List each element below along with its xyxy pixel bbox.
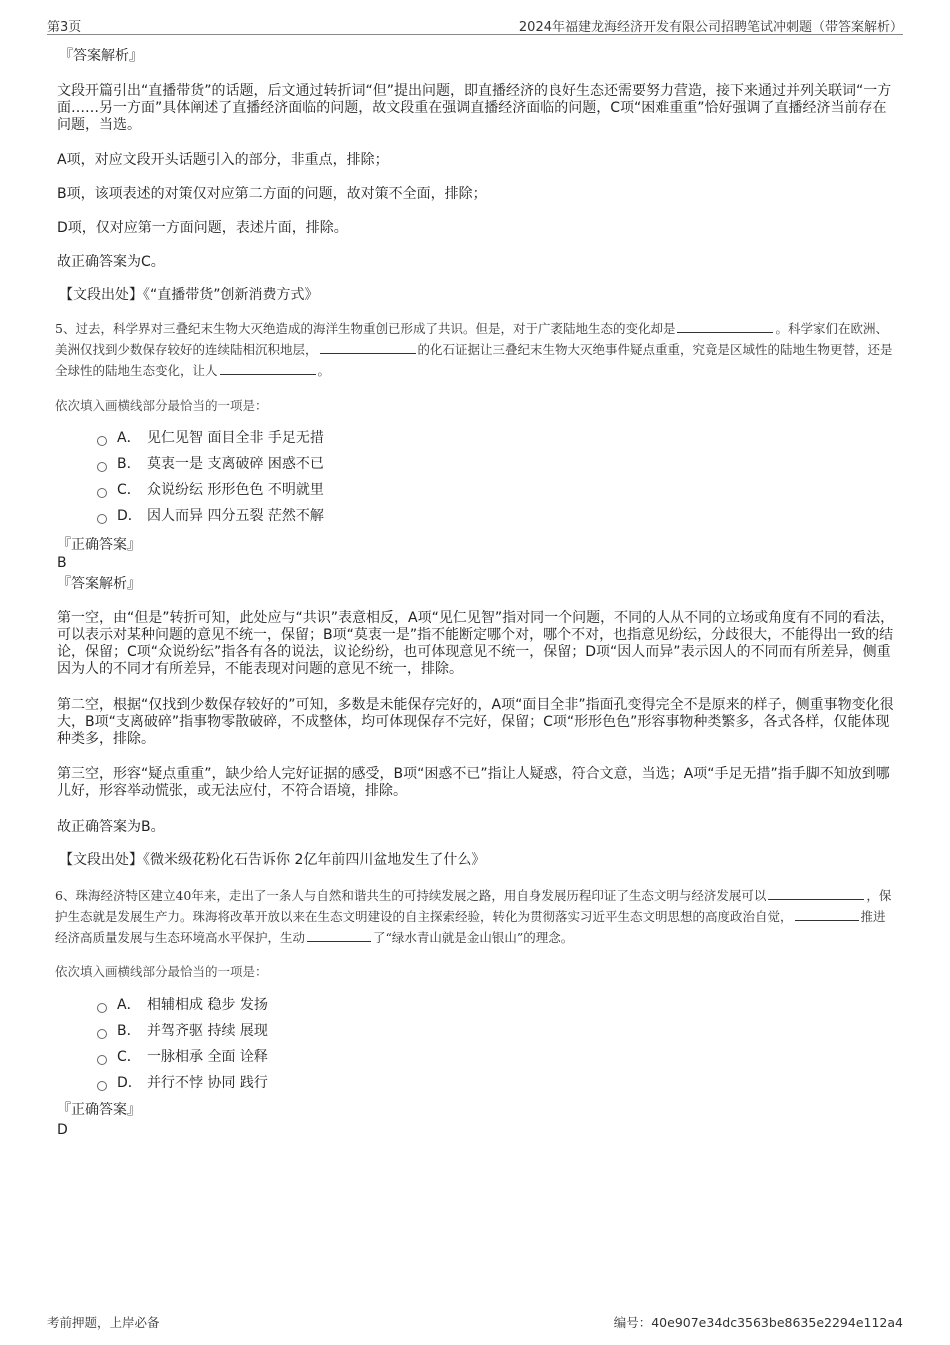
q5-blank-1 [677,320,773,333]
page-footer [47,1313,903,1331]
q4-source: 【文段出处】《“直播带货”创新消费方式》 [59,287,319,303]
radio-icon[interactable] [97,1055,107,1065]
page-header [47,14,903,35]
radio-icon[interactable] [97,1029,107,1039]
page-number: 第3页 [47,20,82,35]
q5-option-b[interactable]: B． 莫衷一是 支离破碎 困惑不已 [97,451,324,477]
q6-answer-tag: 『正确答案』 [57,1102,141,1118]
q6-option-b[interactable]: B． 并驾齐驱 持续 展现 [97,1018,268,1044]
document-code: 编号：40e907e34dc3563be8635e2294e112a4 [613,1315,903,1330]
q4-conclusion: 故正确答案为C。 [57,254,165,270]
q6-answer: D [57,1122,68,1138]
radio-icon[interactable] [97,514,107,524]
q5-options [97,425,324,529]
q4-analysis-tag: 『答案解析』 [59,48,143,64]
footer-slogan: 考前押题，上岸必备 [47,1315,160,1330]
q6-blank-1 [768,887,864,900]
q5-analysis-paragraph-3: 第三空，形容“疑点重重”，缺少给人完好证据的感受，B项“困惑不已”指让人疑惑，符合文意，当选；A项“手足无措”指手脚不知放到哪儿好，形容举动慌张，或无法应付，不符合语境，排除。 [57,766,890,799]
q6-blank-2 [795,908,859,921]
q6-option-d[interactable]: D． 并行不悖 协同 践行 [97,1070,268,1096]
q5-option-c[interactable]: C． 众说纷纭 形形色色 不明就里 [97,477,324,503]
q4-analysis-paragraph-1: 文段开篇引出“直播带货”的话题，后文通过转折词“但”提出问题，即直播经济的良好生态还需要努力营造，接下来通过并列关联词“一方面……另一方面”具体阐述了直播经济面临的问题，故文段重在强调直播经济面临的问题，C项“困难重重”恰好强调了直播经济当前存在问题，当选。 [57,83,892,133]
q6-options [97,992,268,1096]
radio-icon[interactable] [97,488,107,498]
q5-question: 5、过去，科学界对三叠纪末生物大灭绝造成的海洋生物重创已形成了共识。但是，对于广袤陆地生态的变化却是 。科学家们在欧洲、美洲仅找到少数保存较好的连续陆相沉积地层， 的化石证据让三叠纪末生物大灭绝事件疑点重重，究竟是区域性的陆地生物更替，还是全球性的陆地生态变化，让人 。 [55,321,893,378]
q6-option-c[interactable]: C． 一脉相承 全面 诠释 [97,1044,268,1070]
q6-instruction: 依次填入画横线部分最恰当的一项是： [55,964,268,979]
q5-conclusion: 故正确答案为B。 [57,819,165,835]
q6-question: 6、珠海经济特区建立40年来，走出了一条人与自然和谐共生的可持续发展之路，用自身发展历程印证了生态文明与经济发展可以 ，保护生态就是发展生产力。珠海将改革开放以来在生态文明建设的自主探索经验，转化为贯彻落实习近平生态文明思想的高度政治自觉， 推进经济高质量发展与生态环境高水平保护，生动 了“绿水青山就是金山银山”的理念。 [55,888,892,945]
radio-icon[interactable] [97,436,107,446]
q4-analysis-paragraph-4: D项，仅对应第一方面问题，表述片面，排除。 [57,220,348,236]
q5-blank-3 [220,362,316,375]
q5-analysis-paragraph-1: 第一空，由“但是”转折可知，此处应与“共识”表意相反，A项“见仁见智”指对同一个问题，不同的人从不同的立场或角度有不同的看法，可以表示对某种问题的意见不统一，保留；B项“莫衷一是”指不能断定哪个对，哪个不对，也指意见纷纭，分歧很大，不能得出一致的结论，保留；C项“众说纷纭”指各有各的说法，议论纷纷，也可体现意见不统一，保留；D项“因人而异”表示因人的不同而有所差异，侧重因为人的不同才有所差异，不能表现对问题的意见不统一，排除。 [57,610,895,677]
q6-option-a[interactable]: A． 相辅相成 稳步 发扬 [97,992,268,1018]
q5-analysis-tag: 『答案解析』 [57,576,141,592]
radio-icon[interactable] [97,462,107,472]
q5-source: 【文段出处】《微米级花粉化石告诉你 2亿年前四川盆地发生了什么》 [59,852,486,868]
q5-blank-2 [320,341,416,354]
q5-option-d[interactable]: D． 因人而异 四分五裂 茫然不解 [97,503,324,529]
q5-instruction: 依次填入画横线部分最恰当的一项是： [55,398,268,413]
document-title: 2024年福建龙海经济开发有限公司招聘笔试冲刺题（带答案解析） [518,20,903,35]
q5-answer-tag: 『正确答案』 [57,537,141,553]
q5-analysis-paragraph-2: 第二空，根据“仅找到少数保存较好的”可知，多数是未能保存完好的，A项“面目全非”指面孔变得完全不是原来的样子，侧重事物变化很大，B项“支离破碎”指事物零散破碎，不成整体，均可体现保存不完好，保留；C项“形形色色”形容事物种类繁多，各式各样，仅能体现种类多，排除。 [57,697,894,747]
q5-option-a[interactable]: A． 见仁见智 面目全非 手足无措 [97,425,324,451]
q5-answer: B [57,555,67,571]
q4-analysis-paragraph-3: B项，该项表述的对策仅对应第二方面的问题，故对策不全面，排除； [57,186,487,202]
q6-blank-3 [307,929,371,942]
radio-icon[interactable] [97,1003,107,1013]
radio-icon[interactable] [97,1081,107,1091]
q4-analysis-paragraph-2: A项，对应文段开头话题引入的部分，非重点，排除； [57,152,389,168]
